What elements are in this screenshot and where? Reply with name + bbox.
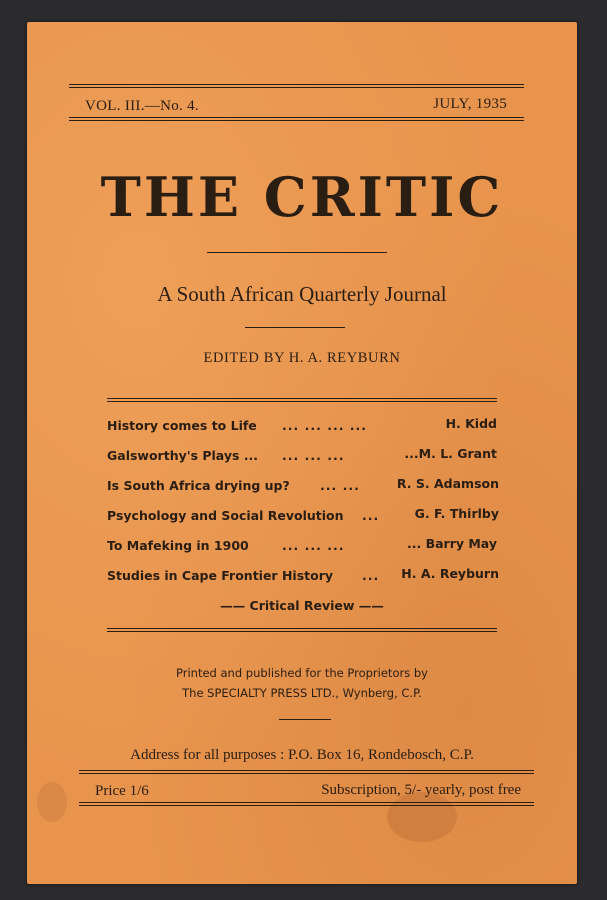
footer-bottom-rule: [79, 802, 534, 806]
article-author: G. F. Thirlby: [414, 506, 499, 521]
subtitle-rule: [245, 327, 345, 328]
journal-subtitle: A South African Quarterly Journal: [157, 282, 447, 306]
journal-title: THE CRITIC: [100, 165, 504, 229]
top-double-rule: [69, 84, 524, 88]
contents-bottom-rule: [107, 628, 497, 632]
leader-dots: ... ... ... ...: [282, 418, 368, 433]
editor-line: EDITED BY H. A. REYBURN: [203, 350, 401, 366]
paper-stain: [37, 782, 67, 822]
address-line: Address for all purposes : P.O. Box 16, Rondebosch, C.P.: [130, 747, 474, 763]
article-title: History comes to Life: [107, 418, 257, 433]
imprint-line-1: Printed and published for the Proprietors by: [176, 666, 428, 680]
leader-dots: ...: [362, 508, 380, 523]
header-double-rule: [69, 117, 524, 121]
article-title: Is South Africa drying up?: [107, 478, 290, 493]
article-author: H. A. Reyburn: [401, 566, 499, 581]
article-title: To Mafeking in 1900: [107, 538, 249, 553]
volume-number: VOL. III.—No. 4.: [85, 98, 199, 114]
critical-review-line: —— Critical Review ——: [220, 598, 384, 613]
article-title: Psychology and Social Revolution: [107, 508, 344, 523]
leader-dots: ... ... ...: [282, 448, 345, 463]
article-author: R. S. Adamson: [396, 476, 499, 491]
price: Price 1/6: [95, 783, 149, 799]
imprint-rule: [279, 719, 331, 720]
title-rule: [207, 252, 387, 253]
article-title: Galsworthy's Plays ...: [107, 448, 259, 463]
article-title: Studies in Cape Frontier History: [107, 568, 334, 583]
issue-date: JULY, 1935: [433, 96, 507, 112]
footer-top-rule: [79, 770, 534, 774]
leader-dots: ... ... ...: [282, 538, 345, 553]
leader-dots: ... ...: [320, 478, 360, 493]
paper-stain: [387, 792, 457, 842]
leader-dots: ...: [362, 568, 380, 583]
article-author: ... Barry May: [406, 536, 497, 551]
article-author: H. Kidd: [445, 416, 497, 431]
article-author: ...M. L. Grant: [404, 446, 497, 461]
journal-cover: [27, 22, 577, 884]
imprint-line-2: The SPECIALTY PRESS LTD., Wynberg, C.P.: [182, 686, 422, 700]
subscription: Subscription, 5/- yearly, post free: [321, 782, 521, 798]
contents-top-rule: [107, 398, 497, 402]
